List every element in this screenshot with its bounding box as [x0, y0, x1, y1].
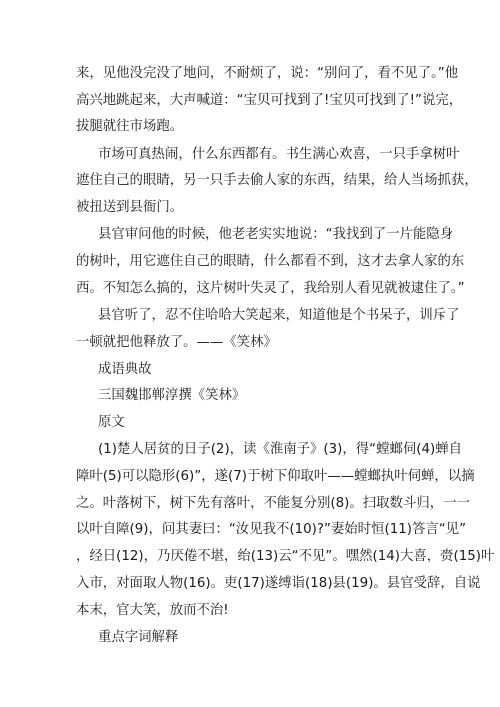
source-line: 三国魏邯郸淳撰《笑林》	[98, 388, 246, 403]
text-line: 之。叶落树下，树下先有落叶，不能复分别(8)。扫取数斗归，一一	[76, 496, 470, 511]
text-line: 遮住自己的眼睛，另一只手去偷人家的东西，结果，给人当场抓获，	[76, 173, 478, 188]
section-heading: 原文	[98, 415, 125, 430]
text-line: 障叶(5)可以隐形(6)”，遂(7)于树下仰取叶——螳螂执叶伺蝉，以摘	[76, 469, 475, 484]
paragraph-first-line: 县官审问他的时候，他老老实实地说：“我找到了一片能隐身	[98, 227, 454, 242]
text-line: 一顿就把他释放了。——《笑林》	[76, 335, 277, 350]
text-line: 拔腿就往市场跑。	[76, 119, 184, 134]
paragraph-first-line: 县官听了，忍不住哈哈大笑起来，知道他是个书呆子，训斥了	[98, 308, 460, 323]
text-line: 被扭送到县衙门。	[76, 200, 184, 215]
section-heading: 重点字词解释	[98, 630, 179, 645]
text-line: 西。不知怎么搞的，这片树叶失灵了，我给别人看见就被逮住了。”	[76, 281, 465, 296]
paragraph-first-line: 市场可真热闹，什么东西都有。书生满心欢喜，一只手拿树叶	[98, 147, 460, 162]
text-line: 高兴地跳起来，大声喊道：“宝贝可找到了!宝贝可找到了!”说完，	[76, 93, 463, 108]
section-heading: 成语典故	[98, 362, 152, 377]
text-line: 以叶自障(9)，问其妻曰：“汝见我不(10)?”妻始时恒(11)答言“见”	[76, 522, 467, 537]
text-line: 来，见他没完没了地问，不耐烦了，说：“别问了，看不见了。”他	[76, 66, 459, 81]
text-line: ，经日(12)，乃厌倦不堪，绐(13)云“不见”。嘿然(14)大喜，赍(15)叶	[76, 549, 495, 564]
text-line: 的树叶，用它遮住自己的眼睛，什么都看不到，这才去拿人家的东	[76, 254, 465, 269]
paragraph-first-line: (1)楚人居贫的日子(2)，读《淮南子》(3)，得“螳螂伺(4)蝉自	[98, 442, 463, 457]
text-line: 本末，官大笑，放而不治!	[76, 603, 229, 618]
text-line: 入市，对面取人物(16)。吏(17)遂缚诣(18)县(19)。县官受辞，自说	[76, 576, 481, 591]
